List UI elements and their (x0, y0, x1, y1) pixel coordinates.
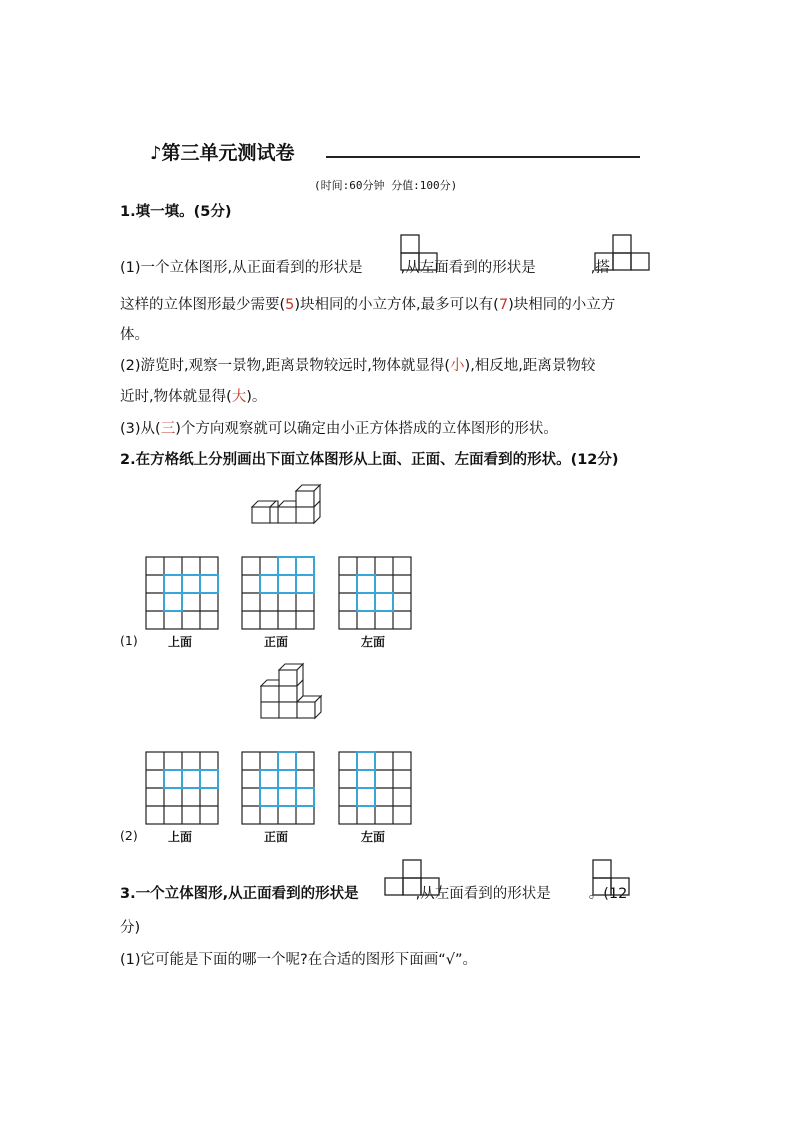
q1-p1-line3: 体。 (120, 327, 149, 343)
q2-1-grid-front (242, 557, 314, 629)
q1-p2-line1: (2)游览时,观察一景物,距离景物较远时,物体就显得(小),相反地,距离景物较 (120, 358, 596, 374)
q3-front-view-figure (384, 859, 442, 897)
q2-1-label-front: 正面 (264, 635, 289, 649)
q2-heading: 2.在方格纸上分别画出下面立体图形从上面、正面、左面看到的形状。(12分) (120, 452, 619, 468)
q3-left-view-figure (592, 859, 632, 897)
q2-2-grid-front (242, 752, 314, 824)
q3-sub1: (1)它可能是下面的哪一个呢?在合适的图形下面画“√”。 (120, 952, 477, 968)
q2-part2-number: (2) (120, 828, 138, 843)
q2-1-grid-left (339, 557, 411, 629)
answer-near[interactable]: 大 (231, 389, 247, 405)
q1-p2-line2: 近时,物体就显得(大)。 (120, 389, 267, 405)
exam-meta: (时间:60分钟 分值:100分) (314, 179, 458, 192)
q2-1-grid-top (146, 557, 218, 629)
q3-line2: 分) (120, 920, 141, 936)
answer-max-cubes[interactable]: 7 (498, 297, 509, 313)
page-title: ♪第三单元测试卷 (150, 142, 295, 164)
music-note-icon: ♪ (150, 143, 162, 164)
q2-solid-1 (250, 483, 325, 528)
q2-2-grid-top (146, 752, 218, 824)
q2-2-grid-left (339, 752, 411, 824)
q1-left-view-figure (594, 234, 652, 272)
q1-heading: 1.填一填。(5分) (120, 204, 232, 220)
q2-solid-2 (258, 662, 328, 722)
q1-front-view-figure (400, 234, 440, 272)
q2-1-label-left: 左面 (361, 635, 386, 649)
q2-part1-number: (1) (120, 633, 138, 648)
q2-2-label-left: 左面 (361, 830, 386, 844)
q1-p1-line1: (1)一个立体图形,从正面看到的形状是 ,从左面看到的形状是 ,搭 (120, 260, 610, 276)
q1-p1-line2: 这样的立体图形最少需要(5)块相同的小立方体,最多可以有(7)块相同的小立方 (120, 297, 616, 313)
q2-2-label-top: 上面 (168, 830, 193, 844)
title-underline (326, 156, 640, 158)
q3-line1: 3.一个立体图形,从正面看到的形状是 ,从左面看到的形状是 。(12 (120, 886, 628, 902)
answer-far[interactable]: 小 (450, 358, 465, 374)
answer-directions[interactable]: 三 (160, 421, 176, 437)
q2-2-label-front: 正面 (264, 830, 289, 844)
q2-1-label-top: 上面 (168, 635, 193, 649)
answer-min-cubes[interactable]: 5 (285, 297, 295, 313)
q1-p3: (3)从(三)个方向观察就可以确定由小正方体搭成的立体图形的形状。 (120, 421, 558, 437)
